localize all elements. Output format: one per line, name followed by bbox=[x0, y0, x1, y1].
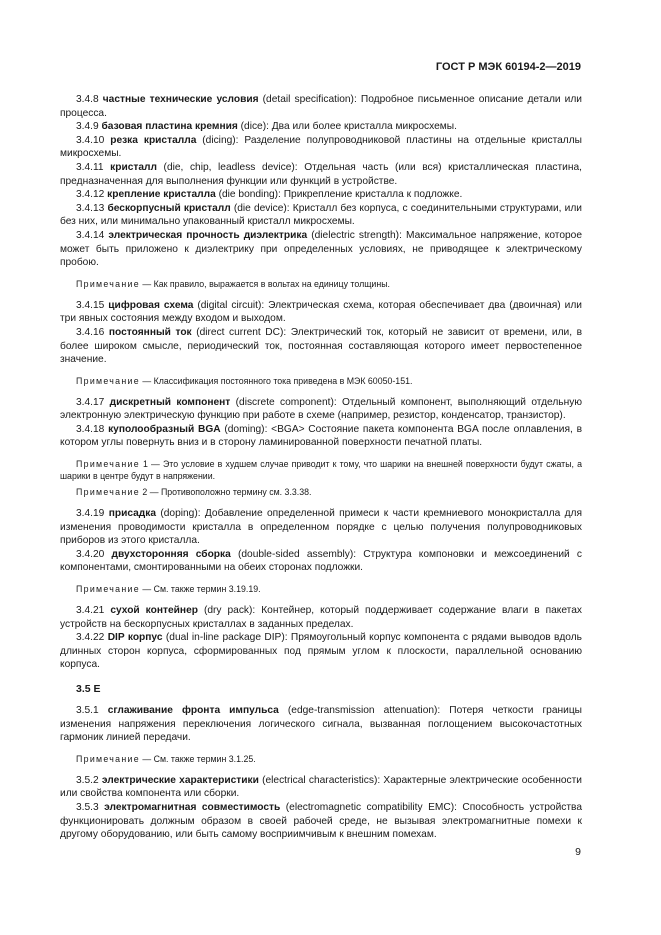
term-3-4-16: 3.4.16 постоянный ток (direct current DC): Электрический ток, который не зависит от времени, или, в более широком смысле, периодический ток, постоянная составляющая которого имеет первостепенное значение. bbox=[60, 326, 582, 366]
term-3-4-10: 3.4.10 резка кристалла (dicing): Разделение полупроводниковой пластины на отдельные кристаллы микросхемы. bbox=[60, 134, 582, 160]
term-3-4-21: 3.4.21 сухой контейнер (dry pack): Контейнер, который поддерживает содержание влаги в пакетах устройств на бескорпусных кристаллах в заданных пределах. bbox=[60, 605, 582, 630]
note-3-4-18-2: Примечание 2 — Противоположно термину см. 3.3.38. bbox=[76, 487, 312, 498]
term-3-4-17: 3.4.17 дискретный компонент (discrete component): Отдельный компонент, выполняющий отдельную электронную электрическую функцию при работе в схеме (например, резистор, конденсатор, транзистор). bbox=[60, 396, 582, 422]
note-3-4-20: Примечание — См. также термин 3.19.19. bbox=[76, 584, 261, 595]
term-3-4-15: 3.4.15 цифровая схема (digital circuit): Электрическая схема, которая обеспечивает два (двоичная) или три явных состояния между входом и выходом. bbox=[60, 299, 582, 325]
section-heading-3-5: 3.5 Е bbox=[76, 683, 101, 695]
term-3-4-19: 3.4.19 присадка (doping): Добавление определенной примеси к части кремниевого монокристалла для изменения проводимости кристалла в определенном порядке с целью получения полупроводниковых приборов из этого кристалла. bbox=[60, 508, 582, 547]
term-3-5-3: 3.5.3 электромагнитная совместимость (electromagnetic compatibility EMC): Способность устройства функционировать должным образом в своей рабочей среде, не вызывая электромагнитные помехи к другому оборудованию, или быть самому восприимчивым к внешним помехам. bbox=[60, 801, 582, 841]
term-3-4-8: 3.4.8 частные технические условия (detail specification): Подробное письменное описание детали или процесса. bbox=[60, 94, 582, 119]
term-3-5-1: 3.5.1 сглаживание фронта импульса (edge-transmission attenuation): Потеря четкости границы изменения напряжения переключения логического сигнала, вызванная поглощением высокочастотных гармоник линией передачи. bbox=[60, 705, 582, 744]
term-3-4-9: 3.4.9 базовая пластина кремния (dice): Два или более кристалла микросхемы. bbox=[76, 121, 457, 133]
page-number: 9 bbox=[575, 846, 581, 858]
note-3-5-1: Примечание — См. также термин 3.1.25. bbox=[76, 753, 256, 764]
note-3-4-18-1: Примечание 1 — Это условие в худшем случае приводит к тому, что шарики на внешней поверхности будут сжаты, а шарики в центре будут в напряжении. bbox=[60, 459, 582, 482]
note-3-4-16: Примечание — Классификация постоянного тока приведена в МЭК 60050-151. bbox=[76, 375, 413, 386]
term-3-4-12: 3.4.12 крепление кристалла (die bonding): Прикрепление кристалла к подложке. bbox=[76, 189, 463, 201]
term-3-4-14: 3.4.14 электрическая прочность диэлектрика (dielectric strength): Максимальное напряжение, которое может быть приложено к диэлектрику при определенных условиях, не приводящее к электрическому пробою. bbox=[60, 229, 582, 269]
standard-header: ГОСТ Р МЭК 60194-2—2019 bbox=[435, 61, 581, 73]
term-3-5-2: 3.5.2 электрические характеристики (electrical characteristics): Характерные электрические особенности или свойства компонента или сборки. bbox=[60, 774, 582, 800]
note-3-4-14: Примечание — Как правило, выражается в вольтах на единицу толщины. bbox=[76, 278, 390, 289]
page-content bbox=[60, 93, 582, 842]
term-3-4-11: 3.4.11 кристалл (die, chip, leadless device): Отдельная часть (или вся) кристаллическая пластина, предназначенная для выполнения функции или функций в устройстве. bbox=[60, 161, 582, 187]
term-3-4-18: 3.4.18 куполообразный BGA (doming): <BGA> Состояние пакета компонента BGA после оплавления, в котором углы повернуть вниз и в сторону ламинированной поверхности печатной платы. bbox=[60, 423, 582, 449]
term-3-4-22: 3.4.22 DIP корпус (dual in-line package DIP): Прямоугольный корпус компонента с рядами выводов вдоль длинных сторон корпуса, сформированных под прямым углом к плоскости, параллельной основанию корпуса. bbox=[60, 632, 582, 671]
term-3-4-13: 3.4.13 бескорпусный кристалл (die device): Кристалл без корпуса, с соединительными структурами, или без них, или минимально упакованный кристалл микросхемы. bbox=[60, 202, 582, 228]
term-3-4-20: 3.4.20 двухсторонняя сборка (double-sided assembly): Структура компоновки и межсоединений с компонентами, смонтированными на обеих сторонах подложки. bbox=[60, 548, 582, 574]
